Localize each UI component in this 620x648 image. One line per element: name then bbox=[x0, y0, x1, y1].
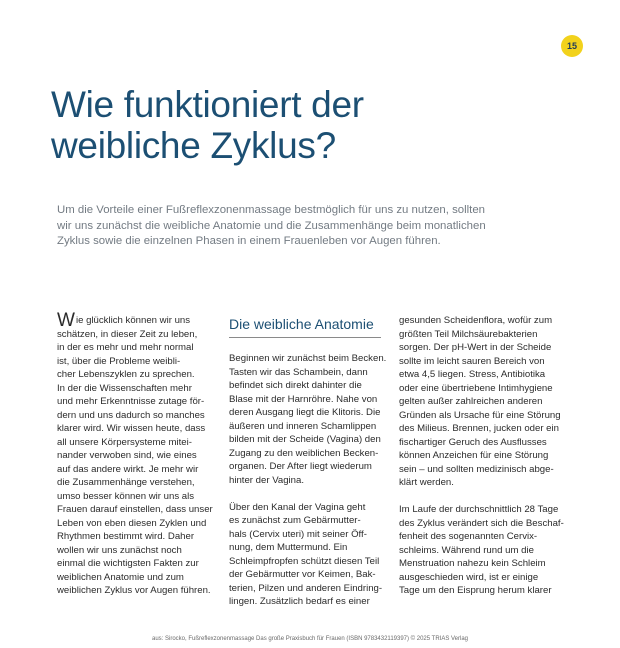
intro-line: Zyklus sowie die einzelnen Phasen in einem Frauenleben vor Augen führen. bbox=[57, 235, 441, 247]
text-line: Über den Kanal der Vagina geht bbox=[229, 501, 366, 513]
text-line: Menstruation nahezu kein Schleim bbox=[399, 558, 546, 569]
text-line: hals (Cervix uteri) mit seiner Öff- bbox=[229, 528, 367, 540]
text-line: all unsere Körpersysteme mitei- bbox=[57, 436, 192, 448]
text-column-3 bbox=[399, 314, 564, 598]
text-line: cher Lebenszyklen zu sprechen. bbox=[57, 369, 195, 380]
first-line-text: ie glücklich können wir uns bbox=[75, 315, 191, 326]
intro-paragraph bbox=[57, 203, 587, 250]
text-line: ist, über die Probleme weibli- bbox=[57, 355, 181, 367]
text-line: Tage um den Eisprung herum klarer bbox=[399, 585, 552, 596]
column-2-paragraph-2 bbox=[229, 501, 381, 609]
text-line: der Gebärmutter vor Keimen, Bak- bbox=[229, 569, 376, 580]
text-line: die Zusammenhänge verstehen, bbox=[57, 477, 195, 488]
text-line: schleims. Während rund um die bbox=[399, 544, 534, 556]
text-line: gesunden Scheidenflora, wofür zum bbox=[399, 315, 553, 326]
page-title bbox=[51, 84, 571, 166]
text-line: des Zyklus verändert sich die Beschaf- bbox=[399, 517, 564, 529]
column-2-paragraph-1 bbox=[229, 352, 387, 487]
text-line: nung, dem Muttermund. Ein bbox=[229, 542, 348, 553]
text-line: wollen wir uns zunächst noch bbox=[57, 544, 182, 556]
title-line: Wie funktioniert der bbox=[51, 84, 364, 125]
text-line: einmal die wichtigsten Fakten zur bbox=[57, 558, 199, 569]
text-line: Leben von eben diesen Zyklen und bbox=[57, 517, 207, 529]
text-line: Im Laufe der durchschnittlich 28 Tage bbox=[399, 504, 559, 515]
intro-line: Um die Vorteile einer Fußreflexzonenmassage bestmöglich für uns zu nutzen, sollten bbox=[57, 204, 485, 216]
text-line: lingen. Zusätzlich bedarf es einer bbox=[229, 596, 370, 607]
text-line: sorgen. Der pH-Wert in der Scheide bbox=[399, 342, 552, 353]
text-line: sollte im leicht sauren Bereich von bbox=[399, 355, 545, 367]
column-3-paragraph-2 bbox=[399, 503, 564, 598]
text-line: größten Teil Milchsäurebakterien bbox=[399, 328, 538, 340]
text-line: sein – und sollten medizinisch abge- bbox=[399, 463, 554, 475]
source-footer: aus: Sirocko, Fußreflexzonenmassage Das große Praxisbuch für Frauen (ISBN 9783432119397) © 2025 TRIAS Verlag bbox=[151, 636, 469, 642]
text-line: weiblichen Anatomie und zum bbox=[57, 571, 184, 583]
text-line: Zugang zu den weiblichen Becken- bbox=[229, 447, 379, 459]
text-line: es zunächst zum Gebärmutter- bbox=[229, 515, 361, 526]
text-line: können Anzeichen für eine Störung bbox=[399, 450, 549, 461]
text-line: Blase mit der Harnröhre. Nahe von bbox=[229, 393, 378, 405]
text-line: dern und uns dadurch so manches bbox=[57, 409, 205, 421]
text-column-2 bbox=[229, 314, 387, 609]
text-line: hinter der Vagina. bbox=[229, 474, 305, 486]
text-line: und mehr Erkenntnisse zutage för- bbox=[57, 396, 205, 407]
text-line: umso besser können wir uns als bbox=[57, 490, 195, 502]
text-line: klärt werden. bbox=[399, 477, 454, 488]
column-3-paragraph-1 bbox=[399, 314, 561, 490]
text-line: gelten außer zahlreichen anderen bbox=[399, 396, 543, 407]
text-line: Rhythmen bestimmt wird. Daher bbox=[57, 531, 195, 542]
text-line: fenheit des sogenannten Cervix- bbox=[399, 531, 538, 542]
text-line: befindet sich direkt dahinter die bbox=[229, 380, 362, 391]
intro-line: wir uns zunächst die weibliche Anatomie und die Zusammenhänge beim monatlichen bbox=[57, 219, 486, 232]
title-line: weibliche Zyklus? bbox=[51, 125, 336, 166]
text-line: auf das andere wirkt. Je mehr wir bbox=[57, 463, 199, 475]
text-line: nander verwoben sind, wie eines bbox=[57, 450, 197, 461]
text-line: des Milieus. Brennen, jucken oder ein bbox=[399, 423, 559, 434]
text-line: etwa 4,5 liegen. Stress, Antibiotika bbox=[399, 369, 546, 380]
text-line: klarer wird. Wir wissen heute, dass bbox=[57, 423, 206, 434]
text-line: deren Ausgang liegt die Klitoris. Die bbox=[229, 407, 381, 418]
text-line: bilden mit der Scheide (Vagina) den bbox=[229, 434, 381, 445]
text-line: organen. Der After liegt wiederum bbox=[229, 461, 372, 472]
text-line: ausgeschieden wird, ist er einige bbox=[399, 571, 539, 583]
text-line: schätzen, in dieser Zeit zu leben, bbox=[57, 328, 198, 340]
text-line: In der die Wissenschaften mehr bbox=[57, 382, 192, 394]
text-line: terien, Pilzen und anderen Eindring- bbox=[229, 582, 383, 594]
text-line: Beginnen wir zunächst beim Becken. bbox=[229, 353, 387, 364]
section-heading: Die weibliche Anatomie bbox=[229, 314, 381, 338]
text-line: weiblichen Zyklus vor Augen führen. bbox=[57, 585, 211, 596]
first-line bbox=[57, 310, 215, 331]
text-line: Schleimpfropfen schützt diesen Teil bbox=[229, 555, 380, 567]
text-column-1 bbox=[57, 310, 215, 598]
text-line: Frauen darauf einstellen, dass unser bbox=[57, 504, 213, 515]
column-1-lines bbox=[57, 328, 215, 598]
text-line: Gründen als Ursache für eine Störung bbox=[399, 409, 561, 421]
drop-cap: W bbox=[57, 310, 75, 331]
text-line: Tasten wir das Schambein, dann bbox=[229, 366, 368, 378]
text-line: oder eine übertriebene Intimhygiene bbox=[399, 382, 553, 394]
text-line: in der es mehr und mehr normal bbox=[57, 342, 194, 353]
text-line: äußeren und inneren Schamlippen bbox=[229, 420, 377, 432]
page-number-badge: 15 bbox=[561, 35, 583, 57]
text-line: fischartiger Geruch des Ausflusses bbox=[399, 436, 547, 448]
